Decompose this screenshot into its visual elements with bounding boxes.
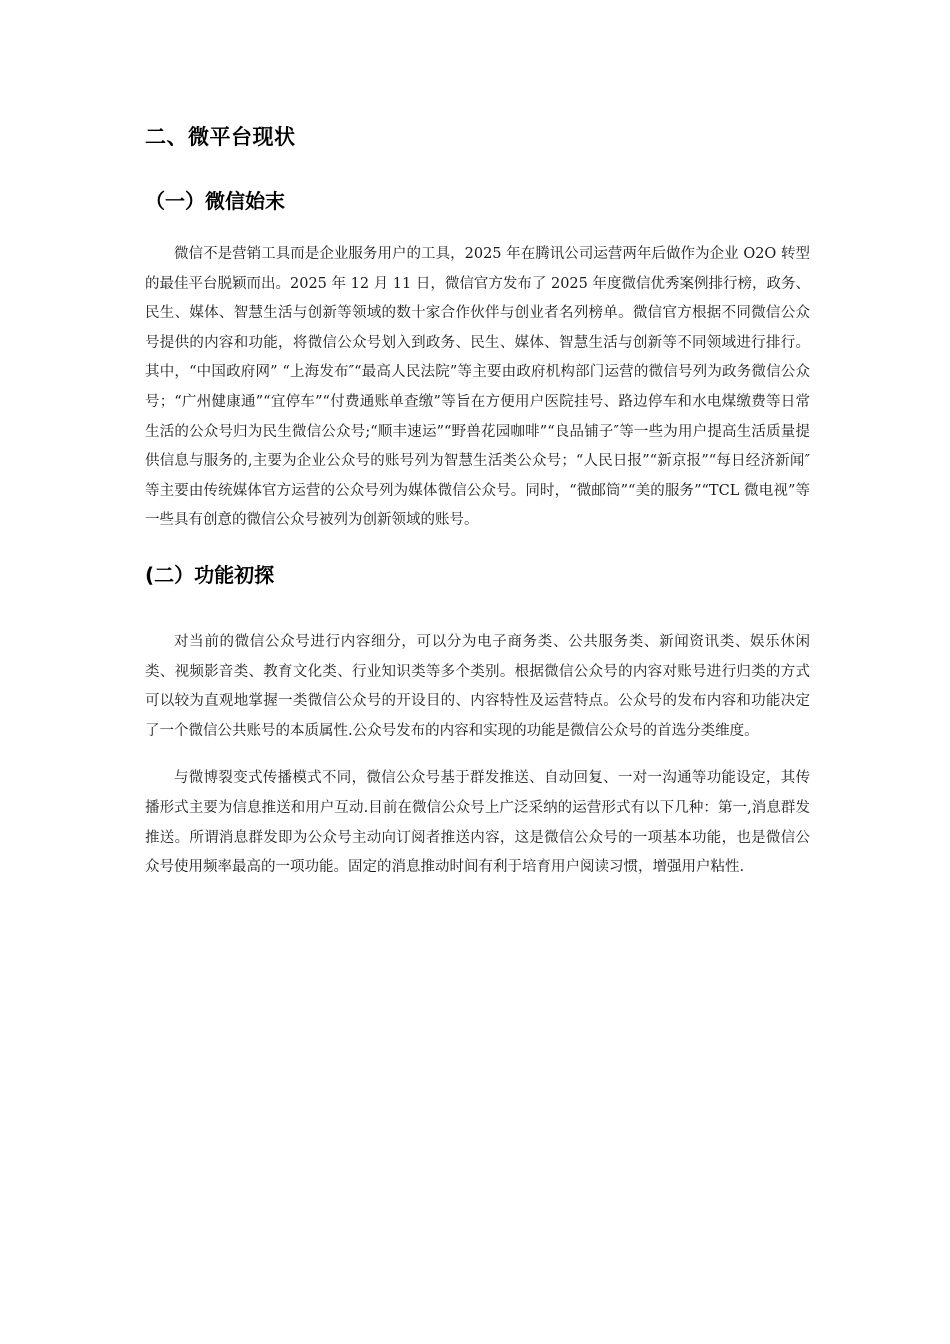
- section-title: 二、微平台现状: [145, 125, 296, 149]
- paragraph-content-classification: 对当前的微信公众号进行内容细分，可以分为电子商务类、公共服务类、新闻资讯类、娱乐休闲类、视频影音类、教育文化类、行业知识类等多个类别。根据微信公众号的内容对账号进行归类的方式可以较为直观地掌握一类微信公众号的开设目的、内容特性及运营特点。公众号的发布内容和功能决定了一个微信公共账号的本质属性.公众号发布的内容和实现的功能是微信公众号的首选分类维度。: [145, 633, 810, 739]
- subsection-title-function-overview: (二）功能初探: [145, 562, 275, 587]
- subsection-title-wechat-history: （一）微信始末: [145, 189, 285, 213]
- paragraph-wechat-history: 微信不是营销工具而是企业服务用户的工具，2025 年在腾讯公司运营两年后做作为企业 O2O 转型的最佳平台脱颖而出。2025 年 12 月 11 日，微信官方发布了 2025 年度微信优秀案例排行榜，政务、民生、媒体、智慧生活与创新等领域的数十家合作伙伴与创业者名列榜单。微信官方根据不同微信公众号提供的内容和功能，将微信公众号划入到政务、民生、媒体、智慧生活与创新等不同领域进行排行。其中，“中国政府网” “上海发布″“最高人民法院”等主要由政府机构部门运营的微信号列为政务微信公众号；“广州健康通”“宜停车”“付费通账单查缴”等旨在方便用户医院挂号、路边停车和水电煤缴费等日常生活的公众号归为民生微信公众号;“顺丰速运”“野兽花园咖啡”“良品铺子″等一些为用户提高生活质量提供信息与服务的,主要为企业公众号的账号列为智慧生活类公众号；“人民日报”“新京报”“每日经济新闻″等主要由传统媒体官方运营的公众号列为媒体微信公众号。同时，“微邮筒”“美的服务”“TCL 微电视”等一些具有创意的微信公众号被列为创新领域的账号。: [145, 246, 810, 529]
- document-body: [145, 120, 810, 883]
- paragraph-communication-modes: 与微博裂变式传播模式不同，微信公众号基于群发推送、自动回复、一对一沟通等功能设定，其传播形式主要为信息推送和用户互动.目前在微信公众号上广泛采纳的运营形式有以下几种：第一,消息群发推送。所谓消息群发即为公众号主动向订阅者推送内容，这是微信公众号的一项基本功能，也是微信公众号使用频率最高的一项功能。固定的消息推动时间有利于培育用户阅读习惯，增强用户粘性.: [145, 770, 810, 876]
